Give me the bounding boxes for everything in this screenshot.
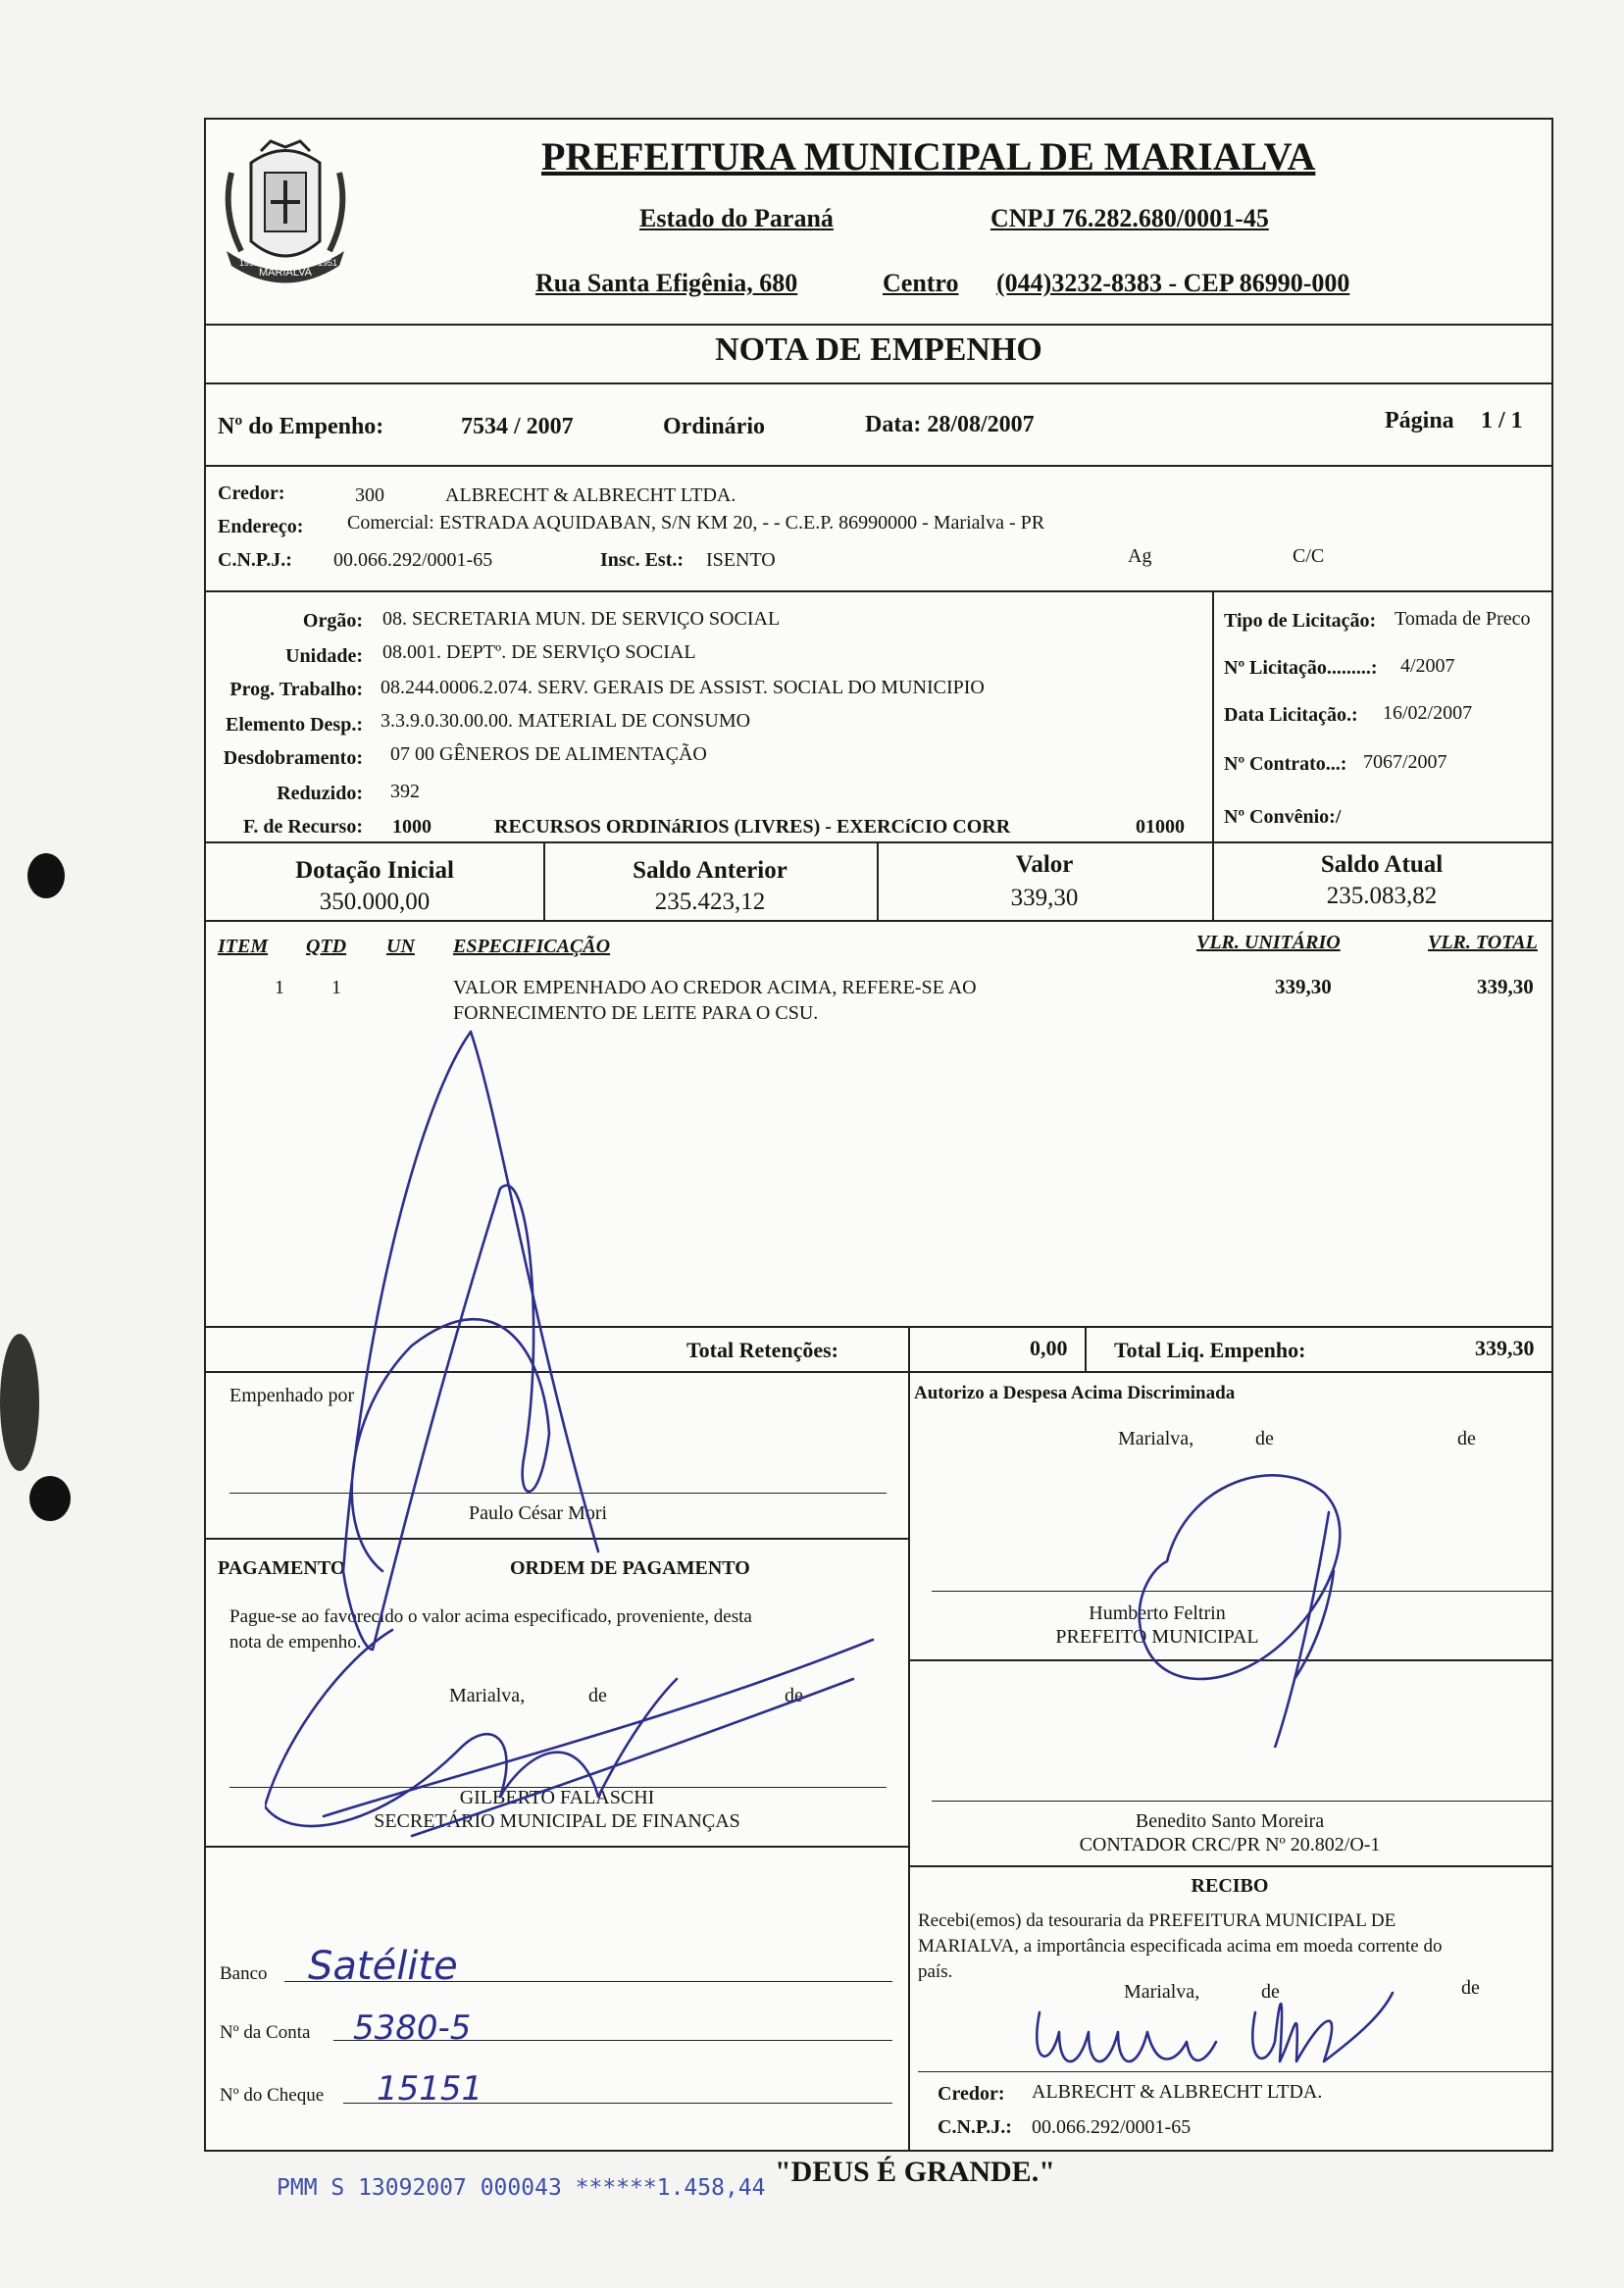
ordem-pagamento-heading: ORDEM DE PAGAMENTO <box>510 1557 750 1579</box>
municipality-district: Centro <box>883 269 959 297</box>
empenho-number: 7534 / 2007 <box>461 414 574 439</box>
autorizo-de-1: de <box>1255 1428 1274 1449</box>
especificacao-column-header: ESPECIFICAÇÃO <box>453 936 611 957</box>
un-column-header: UN <box>386 936 415 957</box>
empenho-type: Ordinário <box>663 414 766 439</box>
page-number: 1 / 1 <box>1481 408 1523 433</box>
recibo-city: Marialva, <box>1124 1981 1200 2003</box>
saldo-anterior: 235.423,12 <box>654 889 766 915</box>
orgao-label: Orgão: <box>302 610 363 632</box>
numero-conta-value: 5380-5 <box>353 2008 472 2048</box>
elemento-despesa-label: Elemento Desp.: <box>226 714 363 736</box>
saldo-atual: 235.083,82 <box>1326 883 1438 909</box>
recibo-text-line-1: Recebi(emos) da tesouraria da PREFEITURA MUNICIPAL DE <box>918 1910 1396 1931</box>
pagamento-heading: PAGAMENTO <box>218 1557 346 1579</box>
credor-name: ALBRECHT & ALBRECHT LTDA. <box>445 484 736 506</box>
recibo-de-2: de <box>1461 1977 1480 1999</box>
valor-total-column-header: VLR. TOTAL <box>1428 932 1538 953</box>
agencia-label: Ag <box>1128 545 1152 567</box>
numero-licitacao: 4/2007 <box>1400 655 1455 677</box>
item-description-line-2: FORNECIMENTO DE LEITE PARA O CSU. <box>453 1002 819 1024</box>
municipality-phone-cep: (044)3232-8383 - CEP 86990-000 <box>996 269 1350 297</box>
conta-corrente-label: C/C <box>1293 545 1325 567</box>
nota-de-empenho-form <box>204 118 1553 2152</box>
autorizo-de-2: de <box>1457 1428 1476 1449</box>
credor-cnpj-label: C.N.P.J.: <box>218 549 292 571</box>
item-number: 1 <box>275 977 284 998</box>
pagamento-de-2: de <box>785 1685 803 1706</box>
endereco: Comercial: ESTRADA AQUIDABAN, S/N KM 20, - - C.E.P. 86990000 - Marialva - PR <box>347 512 1045 534</box>
total-liquido: 339,30 <box>1475 1336 1535 1360</box>
saldo-atual-label: Saldo Atual <box>1320 851 1444 878</box>
unidade-label: Unidade: <box>285 645 363 667</box>
empenho-number-label: Nº do Empenho: <box>218 414 384 439</box>
prefeito-name: Humberto Feltrin <box>1089 1602 1226 1624</box>
dotacao-inicial: 350.000,00 <box>319 889 431 915</box>
ink-smudge <box>29 1476 71 1521</box>
total-retencoes: 0,00 <box>1030 1336 1068 1360</box>
desdobramento: 07 00 GÊNEROS DE ALIMENTAÇÃO <box>390 743 707 765</box>
autorizo-city: Marialva, <box>1118 1428 1194 1449</box>
item-quantity: 1 <box>331 977 341 998</box>
orgao: 08. SECRETARIA MUN. DE SERVIÇO SOCIAL <box>382 608 781 630</box>
credor-cnpj: 00.066.292/0001-65 <box>333 549 493 571</box>
recibo-heading: RECIBO <box>1191 1875 1269 1897</box>
numero-contrato-label: Nº Contrato...: <box>1224 753 1347 775</box>
coat-of-arms-icon <box>212 133 359 290</box>
item-total-price: 339,30 <box>1477 975 1534 998</box>
banco-value: Satélite <box>308 1944 458 1989</box>
recibo-de-1: de <box>1261 1981 1280 2003</box>
total-liquido-label: Total Liq. Empenho: <box>1114 1338 1306 1362</box>
saldo-anterior-label: Saldo Anterior <box>633 857 787 884</box>
signature-credor <box>1030 1973 1402 2081</box>
endereco-label: Endereço: <box>218 516 304 537</box>
signature-prefeito <box>1128 1453 1383 1748</box>
payment-stamp: PMM S 13092007 000043 ******1.458,44 <box>277 2175 766 2201</box>
footer-motto: "DEUS É GRANDE." <box>775 2156 1055 2188</box>
unidade: 08.001. DEPTº. DE SERVIçO SOCIAL <box>382 641 696 663</box>
secretario-name: GILBERTO FALASCHI <box>459 1787 655 1808</box>
signature-empenhado <box>304 1022 618 1669</box>
page-label: Página <box>1385 408 1454 433</box>
fonte-recurso-code: 1000 <box>392 816 431 838</box>
fonte-recurso-number: 01000 <box>1136 816 1185 838</box>
recibo-credor-label: Credor: <box>938 2083 1005 2105</box>
elemento-despesa: 3.3.9.0.30.00.00. MATERIAL DE CONSUMO <box>381 710 751 732</box>
data-licitacao-label: Data Licitação.: <box>1224 704 1358 726</box>
ink-smudge <box>27 853 65 898</box>
prog-trabalho: 08.244.0006.2.074. SERV. GERAIS DE ASSIST. SOCIAL DO MUNICIPIO <box>381 677 985 698</box>
numero-cheque-value: 15151 <box>377 2069 483 2109</box>
numero-cheque-label: Nº do Cheque <box>220 2085 325 2106</box>
credor-code: 300 <box>355 484 384 506</box>
total-retencoes-label: Total Retenções: <box>686 1338 838 1362</box>
empenho-date: Data: 28/08/2007 <box>865 412 1035 437</box>
fonte-recurso: RECURSOS ORDINáRIOS (LIVRES) - EXERCíCIO CORR <box>494 816 1011 838</box>
data-licitacao: 16/02/2007 <box>1383 702 1473 724</box>
contador-role: CONTADOR CRC/PR Nº 20.802/O-1 <box>1079 1834 1381 1856</box>
banco-label: Banco <box>220 1963 268 1984</box>
numero-contrato: 7067/2007 <box>1363 751 1447 773</box>
fonte-recurso-label: F. de Recurso: <box>242 816 363 838</box>
reduzido-label: Reduzido: <box>277 783 363 804</box>
state-name: Estado do Paraná <box>639 204 834 232</box>
insc-label: Insc. Est.: <box>600 549 685 571</box>
empenhado-por-name: Paulo César Mori <box>469 1502 608 1524</box>
recibo-text-line-2: MARIALVA, a importância especificada acima em moeda corrente do <box>918 1936 1443 1957</box>
svg-text:1951: 1951 <box>318 258 338 268</box>
ink-smudge <box>0 1334 39 1471</box>
svg-text:MARIALVA: MARIALVA <box>259 267 312 279</box>
numero-licitacao-label: Nº Licitação.........: <box>1224 657 1378 679</box>
dotacao-inicial-label: Dotação Inicial <box>295 857 454 884</box>
municipality-address: Rua Santa Efigênia, 680 <box>535 269 798 297</box>
credor-label: Credor: <box>218 483 285 504</box>
municipality-title: PREFEITURA MUNICIPAL DE MARIALVA <box>541 134 1316 178</box>
tipo-licitacao: Tomada de Preco <box>1395 608 1531 630</box>
prefeito-role: PREFEITO MUNICIPAL <box>1055 1626 1259 1648</box>
pagamento-city: Marialva, <box>449 1685 526 1706</box>
recibo-cnpj-label: C.N.P.J.: <box>938 2116 1012 2138</box>
recibo-credor: ALBRECHT & ALBRECHT LTDA. <box>1032 2081 1323 2103</box>
empenhado-por-label: Empenhado por <box>229 1385 355 1406</box>
desdobramento-label: Desdobramento: <box>223 747 363 769</box>
valor: 339,30 <box>1010 885 1079 911</box>
contador-name: Benedito Santo Moreira <box>1135 1810 1325 1832</box>
insc-value: ISENTO <box>706 549 776 571</box>
prog-trabalho-label: Prog. Trabalho: <box>229 679 363 700</box>
item-unit-price: 339,30 <box>1275 975 1332 998</box>
tipo-licitacao-label: Tipo de Licitação: <box>1224 610 1377 632</box>
pagamento-de-1: de <box>588 1685 607 1706</box>
municipality-cnpj: CNPJ 76.282.680/0001-45 <box>990 204 1269 232</box>
valor-label: Valor <box>1015 851 1074 878</box>
item-description-line-1: VALOR EMPENHADO AO CREDOR ACIMA, REFERE-SE AO <box>453 977 977 998</box>
recibo-text-line-3: país. <box>918 1961 953 1982</box>
document-title: NOTA DE EMPENHO <box>715 331 1042 368</box>
autorizo-heading: Autorizo a Despesa Acima Discriminada <box>914 1383 1236 1403</box>
item-column-header: ITEM <box>218 936 269 957</box>
svg-text:1951: 1951 <box>239 258 260 268</box>
numero-conta-label: Nº da Conta <box>220 2022 311 2043</box>
secretario-role: SECRETÁRIO MUNICIPAL DE FINANÇAS <box>374 1810 740 1832</box>
recibo-cnpj: 00.066.292/0001-65 <box>1032 2116 1192 2138</box>
pague-se-text-line-1: Pague-se ao favorecido o valor acima especificado, proveniente, desta <box>229 1606 752 1627</box>
reduzido: 392 <box>390 781 420 802</box>
pague-se-text-line-2: nota de empenho. <box>229 1632 362 1652</box>
numero-convenio-label: Nº Convênio:/ <box>1224 806 1342 828</box>
signature-secretario <box>265 1620 892 1846</box>
qtd-column-header: QTD <box>306 936 347 957</box>
valor-unitario-column-header: VLR. UNITÁRIO <box>1196 932 1341 953</box>
